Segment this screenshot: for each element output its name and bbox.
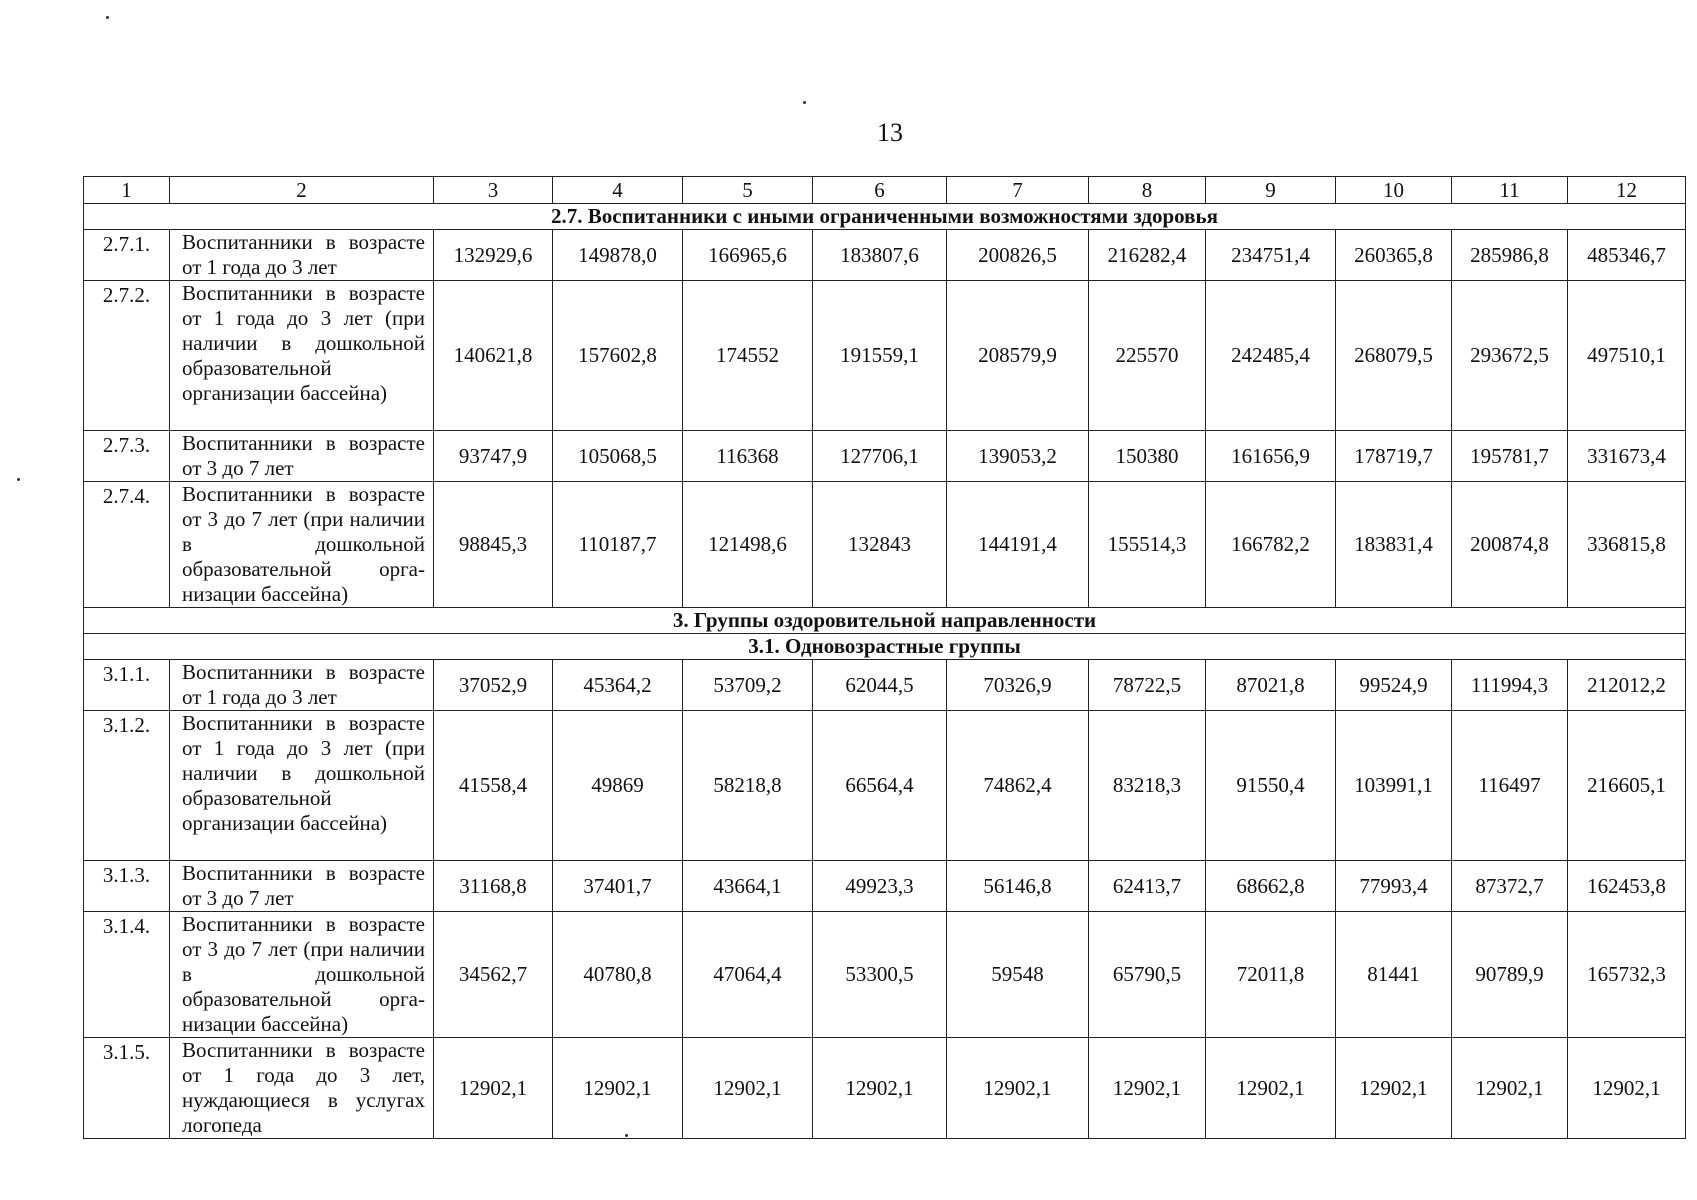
value-cell: 105068,5 (553, 431, 683, 482)
value-cell: 110187,7 (553, 482, 683, 608)
value-cell: 49869 (553, 711, 683, 861)
row-label: Воспитанники в возрасте от 3 до 7 лет (при наличии в дошкольной образовательной организации бассейна) (170, 912, 434, 1038)
value-cell: 34562,7 (434, 912, 553, 1038)
value-cell: 40780,8 (553, 912, 683, 1038)
row-code: 2.7.1. (84, 230, 170, 281)
table-row (84, 431, 1686, 482)
value-cell: 62044,5 (813, 660, 947, 711)
value-cell: 62413,7 (1089, 861, 1206, 912)
value-cell: 268079,5 (1336, 281, 1452, 431)
row-label: Воспитанники в возрасте от 3 до 7 лет (170, 861, 434, 912)
value-cell: 56146,8 (947, 861, 1089, 912)
column-number: 7 (947, 177, 1089, 204)
table-row (84, 482, 1686, 608)
value-cell: 132929,6 (434, 230, 553, 281)
scan-speck (17, 478, 20, 481)
value-cell: 49923,3 (813, 861, 947, 912)
table-row (84, 861, 1686, 912)
row-label: Воспитанники в возрасте от 1 года до 3 лет (при наличии в дошкольной образовательной организации бассейна) (170, 281, 434, 431)
value-cell: 485346,7 (1568, 230, 1686, 281)
scan-speck (625, 1134, 628, 1137)
column-number: 9 (1206, 177, 1336, 204)
value-cell: 12902,1 (1336, 1038, 1452, 1139)
table-row (84, 912, 1686, 1038)
tariff-table (83, 176, 1686, 1139)
value-cell: 157602,8 (553, 281, 683, 431)
column-number-row (84, 177, 1686, 204)
value-cell: 98845,3 (434, 482, 553, 608)
value-cell: 155514,3 (1089, 482, 1206, 608)
value-cell: 150380 (1089, 431, 1206, 482)
value-cell: 161656,9 (1206, 431, 1336, 482)
value-cell: 37052,9 (434, 660, 553, 711)
column-number: 8 (1089, 177, 1206, 204)
value-cell: 195781,7 (1452, 431, 1568, 482)
value-cell: 162453,8 (1568, 861, 1686, 912)
value-cell: 68662,8 (1206, 861, 1336, 912)
value-cell: 200826,5 (947, 230, 1089, 281)
value-cell: 116497 (1452, 711, 1568, 861)
value-cell: 77993,4 (1336, 861, 1452, 912)
value-cell: 12902,1 (1089, 1038, 1206, 1139)
value-cell: 12902,1 (434, 1038, 553, 1139)
value-cell: 53709,2 (683, 660, 813, 711)
value-cell: 58218,8 (683, 711, 813, 861)
value-cell: 31168,8 (434, 861, 553, 912)
row-code: 3.1.5. (84, 1038, 170, 1139)
column-number: 11 (1452, 177, 1568, 204)
row-label: Воспитанники в возрасте от 1 года до 3 лет, нуждающиеся в услугах логопеда (170, 1038, 434, 1139)
column-number: 2 (170, 177, 434, 204)
value-cell: 65790,5 (1089, 912, 1206, 1038)
row-code: 2.7.2. (84, 281, 170, 431)
row-label: Воспитанники в возрасте от 1 года до 3 лет (170, 660, 434, 711)
section-heading-row (84, 608, 1686, 634)
subsection-heading: 3.1. Одновозрастные группы (84, 634, 1686, 660)
page-number: 13 (877, 118, 903, 147)
value-cell: 12902,1 (1452, 1038, 1568, 1139)
row-code: 3.1.2. (84, 711, 170, 861)
value-cell: 121498,6 (683, 482, 813, 608)
subsection-heading-row (84, 634, 1686, 660)
value-cell: 116368 (683, 431, 813, 482)
value-cell: 285986,8 (1452, 230, 1568, 281)
table-row (84, 281, 1686, 431)
value-cell: 12902,1 (553, 1038, 683, 1139)
value-cell: 12902,1 (683, 1038, 813, 1139)
value-cell: 59548 (947, 912, 1089, 1038)
row-code: 2.7.4. (84, 482, 170, 608)
value-cell: 111994,3 (1452, 660, 1568, 711)
row-code: 3.1.4. (84, 912, 170, 1038)
value-cell: 43664,1 (683, 861, 813, 912)
table-row (84, 660, 1686, 711)
value-cell: 200874,8 (1452, 482, 1568, 608)
value-cell: 140621,8 (434, 281, 553, 431)
row-label: Воспитанники в возрасте от 3 до 7 лет (при наличии в дошкольной образовательной организации бассейна) (170, 482, 434, 608)
value-cell: 178719,7 (1336, 431, 1452, 482)
value-cell: 103991,1 (1336, 711, 1452, 861)
value-cell: 78722,5 (1089, 660, 1206, 711)
column-number: 12 (1568, 177, 1686, 204)
value-cell: 174552 (683, 281, 813, 431)
value-cell: 212012,2 (1568, 660, 1686, 711)
column-number: 1 (84, 177, 170, 204)
value-cell: 144191,4 (947, 482, 1089, 608)
table-row (84, 1038, 1686, 1139)
value-cell: 166965,6 (683, 230, 813, 281)
value-cell: 99524,9 (1336, 660, 1452, 711)
value-cell: 183807,6 (813, 230, 947, 281)
value-cell: 225570 (1089, 281, 1206, 431)
value-cell: 37401,7 (553, 861, 683, 912)
value-cell: 47064,4 (683, 912, 813, 1038)
value-cell: 149878,0 (553, 230, 683, 281)
value-cell: 70326,9 (947, 660, 1089, 711)
value-cell: 90789,9 (1452, 912, 1568, 1038)
value-cell: 293672,5 (1452, 281, 1568, 431)
value-cell: 12902,1 (1206, 1038, 1336, 1139)
value-cell: 242485,4 (1206, 281, 1336, 431)
value-cell: 12902,1 (1568, 1038, 1686, 1139)
value-cell: 336815,8 (1568, 482, 1686, 608)
scan-speck (803, 101, 806, 104)
row-label: Воспитанники в возрасте от 3 до 7 лет (170, 431, 434, 482)
value-cell: 87372,7 (1452, 861, 1568, 912)
value-cell: 165732,3 (1568, 912, 1686, 1038)
value-cell: 216282,4 (1089, 230, 1206, 281)
value-cell: 127706,1 (813, 431, 947, 482)
value-cell: 234751,4 (1206, 230, 1336, 281)
table-row (84, 230, 1686, 281)
value-cell: 91550,4 (1206, 711, 1336, 861)
column-number: 3 (434, 177, 553, 204)
value-cell: 72011,8 (1206, 912, 1336, 1038)
section-heading: 2.7. Воспитанники с иными ограниченными возможностями здоровья (84, 204, 1686, 230)
table-row (84, 711, 1686, 861)
value-cell: 191559,1 (813, 281, 947, 431)
value-cell: 12902,1 (947, 1038, 1089, 1139)
value-cell: 331673,4 (1568, 431, 1686, 482)
value-cell: 66564,4 (813, 711, 947, 861)
row-code: 3.1.1. (84, 660, 170, 711)
scan-speck (106, 16, 109, 19)
column-number: 4 (553, 177, 683, 204)
section-heading-row (84, 204, 1686, 230)
value-cell: 260365,8 (1336, 230, 1452, 281)
section-heading: 3. Группы оздоровительной направленности (84, 608, 1686, 634)
value-cell: 41558,4 (434, 711, 553, 861)
value-cell: 45364,2 (553, 660, 683, 711)
value-cell: 87021,8 (1206, 660, 1336, 711)
value-cell: 497510,1 (1568, 281, 1686, 431)
value-cell: 166782,2 (1206, 482, 1336, 608)
column-number: 6 (813, 177, 947, 204)
value-cell: 216605,1 (1568, 711, 1686, 861)
value-cell: 81441 (1336, 912, 1452, 1038)
value-cell: 183831,4 (1336, 482, 1452, 608)
column-number: 5 (683, 177, 813, 204)
value-cell: 208579,9 (947, 281, 1089, 431)
value-cell: 93747,9 (434, 431, 553, 482)
value-cell: 12902,1 (813, 1038, 947, 1139)
value-cell: 74862,4 (947, 711, 1089, 861)
row-label: Воспитанники в возрасте от 1 года до 3 лет (170, 230, 434, 281)
row-label: Воспитанники в возрасте от 1 года до 3 лет (при наличии в дошкольной образовательной организации бассейна) (170, 711, 434, 861)
value-cell: 139053,2 (947, 431, 1089, 482)
column-number: 10 (1336, 177, 1452, 204)
value-cell: 132843 (813, 482, 947, 608)
row-code: 2.7.3. (84, 431, 170, 482)
value-cell: 53300,5 (813, 912, 947, 1038)
row-code: 3.1.3. (84, 861, 170, 912)
value-cell: 83218,3 (1089, 711, 1206, 861)
